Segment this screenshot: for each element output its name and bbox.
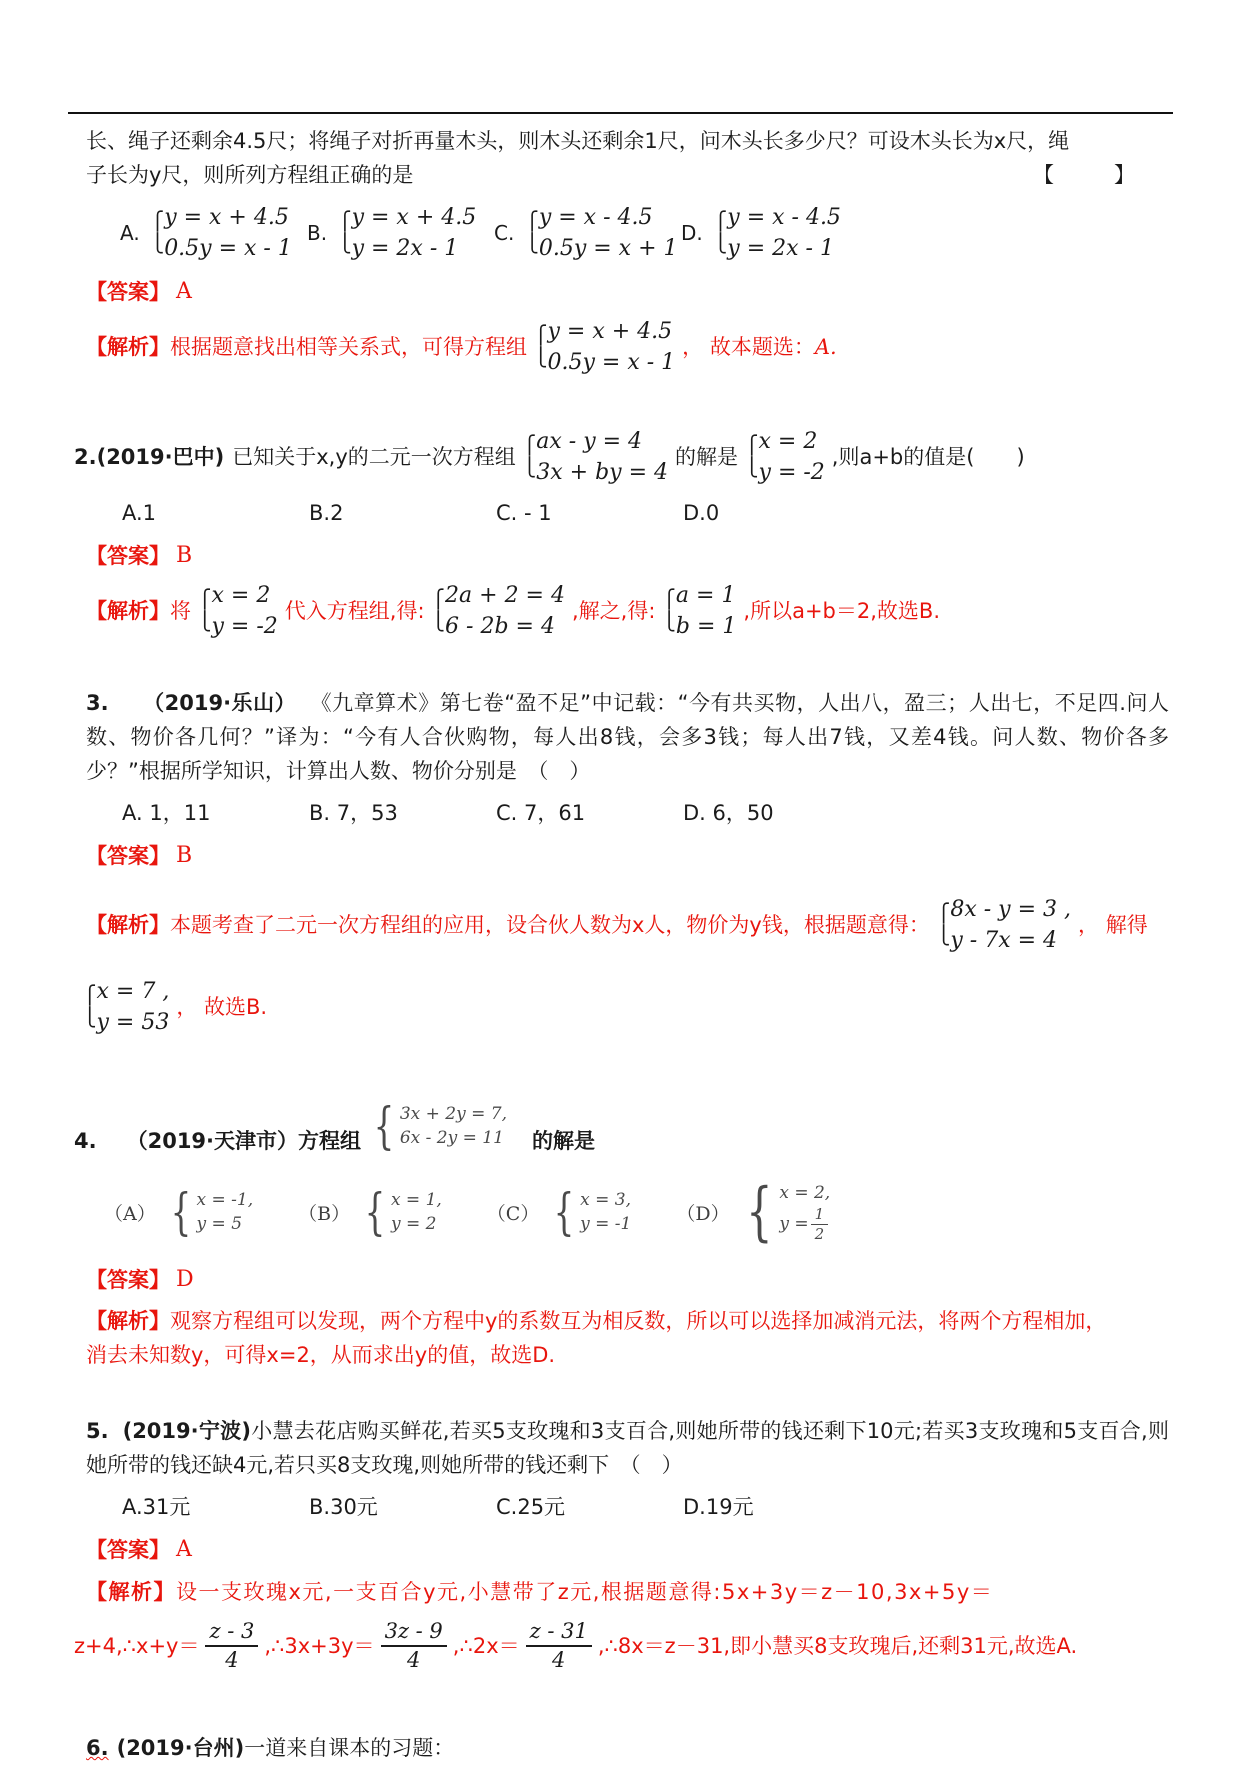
equation: 8x - y = 3 , <box>950 897 1072 922</box>
q5-option-c: C.25元 <box>496 1495 566 1519</box>
brace-icon: ⎧ ⎩ <box>745 435 759 478</box>
equation: y = 2 <box>390 1214 437 1234</box>
fraction <box>811 1205 829 1243</box>
equation: y = 5 <box>196 1214 243 1234</box>
equation: 6 - 2b = 4 <box>445 614 555 639</box>
q5-analysis-t2: ,∴3x+3y＝ <box>264 1633 375 1658</box>
q5-options <box>122 1492 1169 1522</box>
equation-system <box>198 580 278 642</box>
q4-option-b-label: （B） <box>298 1202 351 1225</box>
equation: 0.5y = x + 1 <box>538 236 678 261</box>
q4-option-c-label: （C） <box>486 1202 540 1225</box>
analysis-label: 【解析】 <box>86 1309 170 1333</box>
equation: y - 7x = 4 <box>950 928 1058 953</box>
q5-statement <box>86 1414 1169 1482</box>
q1-analysis-post: ， 故本题选： <box>682 335 815 359</box>
q6-source: (2019·台州) <box>116 1736 245 1760</box>
q5-option-d: D.19元 <box>683 1495 754 1519</box>
equation: x = 2 <box>758 429 818 454</box>
q3-option-d: D. 6，50 <box>683 801 774 825</box>
analysis-label: 【解析】 <box>86 913 170 937</box>
equation: y = x + 4.5 <box>164 205 289 230</box>
equation <box>779 1205 830 1243</box>
q2-option-b: B.2 <box>309 501 344 525</box>
q5-analysis-t1: z+4,∴x+y＝ <box>74 1633 200 1658</box>
brace-icon: { <box>373 1097 395 1155</box>
q2-text2: 的解是 <box>675 445 739 469</box>
brace-icon: ⎧ ⎩ <box>198 589 212 632</box>
q5-analysis-line2 <box>74 1618 1169 1673</box>
q3-options <box>122 798 1169 828</box>
q5-option-b: B.30元 <box>309 1495 378 1519</box>
analysis-label: 【解析】 <box>86 335 170 359</box>
q4-analysis <box>86 1304 1169 1372</box>
fraction-denominator: 4 <box>406 1648 421 1672</box>
q4-option-d-label: （D） <box>676 1202 730 1225</box>
q2-text3: ,则a+b的值是( ) <box>831 445 1025 469</box>
brace-icon: ⎧ ⎩ <box>150 211 165 254</box>
q6-text: 一道来自课本的习题： <box>244 1736 455 1760</box>
q2-analysis-t2: 代入方程组,得: <box>284 599 425 623</box>
equation: x = 1, <box>390 1190 442 1210</box>
q1-option-a-label: A. <box>120 221 140 245</box>
q4-answer-line <box>86 1264 1169 1296</box>
q3-option-b: B. 7，53 <box>309 801 398 825</box>
q2-option-c: C. - 1 <box>496 501 552 525</box>
fraction-numerator: z - 31 <box>526 1618 592 1647</box>
fraction-numerator: z - 3 <box>205 1618 258 1647</box>
q4-option-b <box>298 1183 449 1241</box>
q2-source: (2019·巴中) <box>96 445 225 469</box>
q1-text-line2-row <box>86 158 1169 192</box>
equation: y = 2x - 1 <box>351 236 459 261</box>
q1-analysis-answer: A. <box>814 335 837 359</box>
q4-option-d <box>676 1175 837 1249</box>
equation-system <box>523 426 668 488</box>
fraction-denominator: 4 <box>225 1648 239 1672</box>
q3-solution-line <box>76 976 1169 1038</box>
q4-source: （2019·天津市） <box>126 1129 299 1153</box>
equation: y = x + 4.5 <box>547 319 673 344</box>
q3-analysis-line <box>86 894 1169 956</box>
q1-option-b-label: B. <box>307 221 328 245</box>
q1-analysis-pre: 根据题意找出相等关系式，可得方程组 <box>170 335 527 359</box>
q1-option-a <box>120 202 307 264</box>
answer-label: 【答案】 <box>86 1538 170 1562</box>
q5-option-a: A.31元 <box>122 1495 191 1519</box>
q4-text2: 的解是 <box>532 1129 595 1153</box>
equation-system <box>525 202 677 264</box>
equation: x = 2, <box>779 1183 831 1203</box>
q5-text: 小慧去花店购买鲜花,若买5支玫瑰和3支百合,则她所带的钱还剩下10元;若买3支玫瑰和5支百合,则她所带的钱还缺4元,若只买8支玫瑰,则她所带的钱还剩下 （ ） <box>86 1419 1169 1477</box>
equation: 3x + by = 4 <box>536 460 669 485</box>
equation: x = -1, <box>196 1190 254 1210</box>
equation: 2a + 2 = 4 <box>445 583 565 608</box>
brace-icon: ⎧ ⎩ <box>534 325 548 368</box>
fraction-numerator: 1 <box>811 1205 829 1225</box>
answer-label: 【答案】 <box>86 280 170 304</box>
q3-statement <box>86 686 1169 788</box>
equation: y = 53 <box>96 1010 170 1035</box>
q5-number: 5. <box>86 1419 109 1443</box>
q5-source: (2019·宁波) <box>122 1419 252 1443</box>
q3-analysis-pre: 本题考查了二元一次方程组的应用，设合伙人数为x人，物价为y钱，根据题意得： <box>170 913 930 937</box>
q4-head <box>74 1097 1169 1166</box>
brace-icon: ⎧ ⎩ <box>713 211 728 254</box>
q1-answer-bracket: 【 】 <box>1033 163 1141 187</box>
q2-options <box>122 498 1169 528</box>
equation-system <box>745 426 825 488</box>
q3-analysis-post: ， 解得 <box>1078 913 1148 937</box>
q4-option-a-label: （A） <box>104 1202 156 1225</box>
fraction <box>526 1618 592 1673</box>
equation-system <box>432 580 565 642</box>
equation: ax - y = 4 <box>536 429 643 454</box>
q2-answer: B <box>176 543 193 568</box>
equation: y = -2 <box>211 614 278 639</box>
q2-option-a: A.1 <box>122 501 157 525</box>
equation-system <box>151 202 292 264</box>
q5-analysis-text1: 设一支玫瑰x元,一支百合y元,小慧带了z元,根据题意得:5x+3y＝z－10,3x+5y＝ <box>176 1580 994 1604</box>
q3-option-c: C. 7，61 <box>496 801 586 825</box>
q3-text: 《九章算术》第七卷“盈不足”中记载：“今有共买物，人出八，盈三；人出七，不足四.问人数、物价各几何？”译为：“今有人合伙购物，每人出8钱，会多3钱；每人出7钱，又差4钱。问人数、物价各多少？”根据所学知识，计算出人数、物价分别是 （ ） <box>86 691 1169 783</box>
equation: y = x - 4.5 <box>727 205 841 230</box>
q2-option-d: D.0 <box>683 501 720 525</box>
brace-icon: ⎧ ⎩ <box>522 435 537 478</box>
q2-answer-line <box>86 540 1169 572</box>
q1-option-b <box>307 202 494 264</box>
equation: y = 2x - 1 <box>727 236 834 261</box>
q3-source: （2019·乐山） <box>142 691 297 715</box>
equation: a = 1 <box>675 583 736 608</box>
fraction-numerator: 3z - 9 <box>381 1618 447 1647</box>
brace-icon: { <box>553 1183 575 1241</box>
q3-solution-post: ， 故选B. <box>176 995 268 1019</box>
equation-system <box>662 580 736 642</box>
brace-icon: { <box>170 1183 191 1241</box>
q2-analysis-t3: ,解之,得: <box>571 599 656 623</box>
equation: y = -2 <box>758 460 825 485</box>
q2-number: 2. <box>74 445 97 469</box>
analysis-label: 【解析】 <box>86 599 170 623</box>
equation-system <box>338 202 476 264</box>
q4-number: 4. <box>74 1129 97 1153</box>
brace-icon: ⎧ ⎩ <box>662 589 676 632</box>
answer-label: 【答案】 <box>86 1268 170 1292</box>
page-top-rule <box>68 112 1173 114</box>
equation-system <box>83 976 169 1038</box>
q5-analysis-line1 <box>86 1576 1169 1608</box>
equation-system <box>739 1175 831 1249</box>
equation: 6x - 2y = 11 <box>399 1128 504 1148</box>
q4-answer: D <box>176 1267 194 1292</box>
q4-option-c <box>486 1183 639 1241</box>
q6-number: 6. <box>86 1736 109 1760</box>
brace-icon: { <box>364 1183 386 1241</box>
equation: x = 2 <box>211 583 271 608</box>
brace-icon: ⎧ ⎩ <box>83 985 97 1028</box>
q2-analysis-line <box>86 580 1169 642</box>
q3-answer-line <box>86 840 1169 872</box>
equation: b = 1 <box>675 614 737 639</box>
q1-option-c <box>494 202 681 264</box>
equation-system <box>359 1183 442 1241</box>
equation: y = x - 4.5 <box>538 205 653 230</box>
q1-text-line1: 长、绳子还剩余4.5尺；将绳子对折再量木头，则木头还剩余1尺，问木头长多少尺？可设木头长为x尺，绳 <box>86 129 1070 153</box>
equation: y = -1 <box>580 1214 632 1234</box>
brace-icon: { <box>745 1175 773 1249</box>
q1-answer: A <box>176 279 192 304</box>
answer-label: 【答案】 <box>86 844 170 868</box>
q4-analysis-line2: 消去未知数y，可得x=2，从而求出y的值，故选D. <box>86 1343 556 1367</box>
q1-option-c-label: C. <box>494 221 515 245</box>
q5-answer-line <box>86 1534 1169 1566</box>
q3-option-a: A. 1，11 <box>122 801 211 825</box>
q2-analysis-t1: 将 <box>170 599 191 623</box>
q3-answer: B <box>176 843 193 868</box>
q4-analysis-line1: 观察方程组可以发现，两个方程中y的系数互为相反数，所以可以选择加减消元法，将两个方程相加， <box>170 1309 1107 1333</box>
brace-icon: ⎧ ⎩ <box>431 589 446 632</box>
equation: x = 3, <box>580 1190 632 1210</box>
q1-analysis-line <box>86 316 1169 378</box>
q4-option-a <box>104 1183 260 1241</box>
q5-answer: A <box>176 1537 192 1562</box>
equation-system <box>534 316 675 378</box>
fraction-denominator: 4 <box>552 1648 566 1672</box>
q1-answer-line <box>86 276 1169 308</box>
equation: 0.5y = x - 1 <box>164 236 292 261</box>
fraction-denominator: 2 <box>814 1225 825 1243</box>
q5-analysis-t4: ,∴8x＝z－31,即小慧买8支玫瑰后,还剩31元,故选A. <box>597 1633 1078 1658</box>
q4-text1: 方程组 <box>298 1129 362 1153</box>
analysis-label: 【解析】 <box>86 1580 176 1604</box>
equation: x = 7 , <box>96 979 170 1004</box>
fraction <box>381 1618 447 1673</box>
q1-option-d <box>681 202 868 264</box>
equation-system <box>714 202 841 264</box>
q4-options <box>104 1175 1169 1249</box>
q2-text1: 已知关于x,y的二元一次方程组 <box>232 445 516 469</box>
q1-option-d-label: D. <box>681 221 703 245</box>
q1-options <box>120 202 1169 264</box>
equation-lhs: y = <box>779 1214 809 1234</box>
fraction <box>205 1618 258 1673</box>
equation: y = x + 4.5 <box>351 205 477 230</box>
q2-analysis-t4: ,所以a+b＝2,故选B. <box>743 599 941 623</box>
brace-icon: ⎧ ⎩ <box>936 903 951 946</box>
q2-head <box>74 426 1169 488</box>
q1-text-line2: 子长为y尺，则所列方程组正确的是 <box>86 163 414 187</box>
answer-label: 【答案】 <box>86 544 170 568</box>
equation-system <box>937 894 1071 956</box>
q5-analysis-t3: ,∴2x＝ <box>452 1633 520 1658</box>
brace-icon: ⎧ ⎩ <box>338 211 352 254</box>
q3-number: 3. <box>86 691 109 715</box>
brace-icon: ⎧ ⎩ <box>525 211 539 254</box>
equation: 3x + 2y = 7, <box>399 1104 507 1124</box>
equation-system <box>165 1183 254 1241</box>
equation-system <box>548 1183 632 1241</box>
q6-statement <box>86 1731 1169 1765</box>
equation: 0.5y = x - 1 <box>547 350 676 375</box>
equation-system <box>368 1097 507 1155</box>
